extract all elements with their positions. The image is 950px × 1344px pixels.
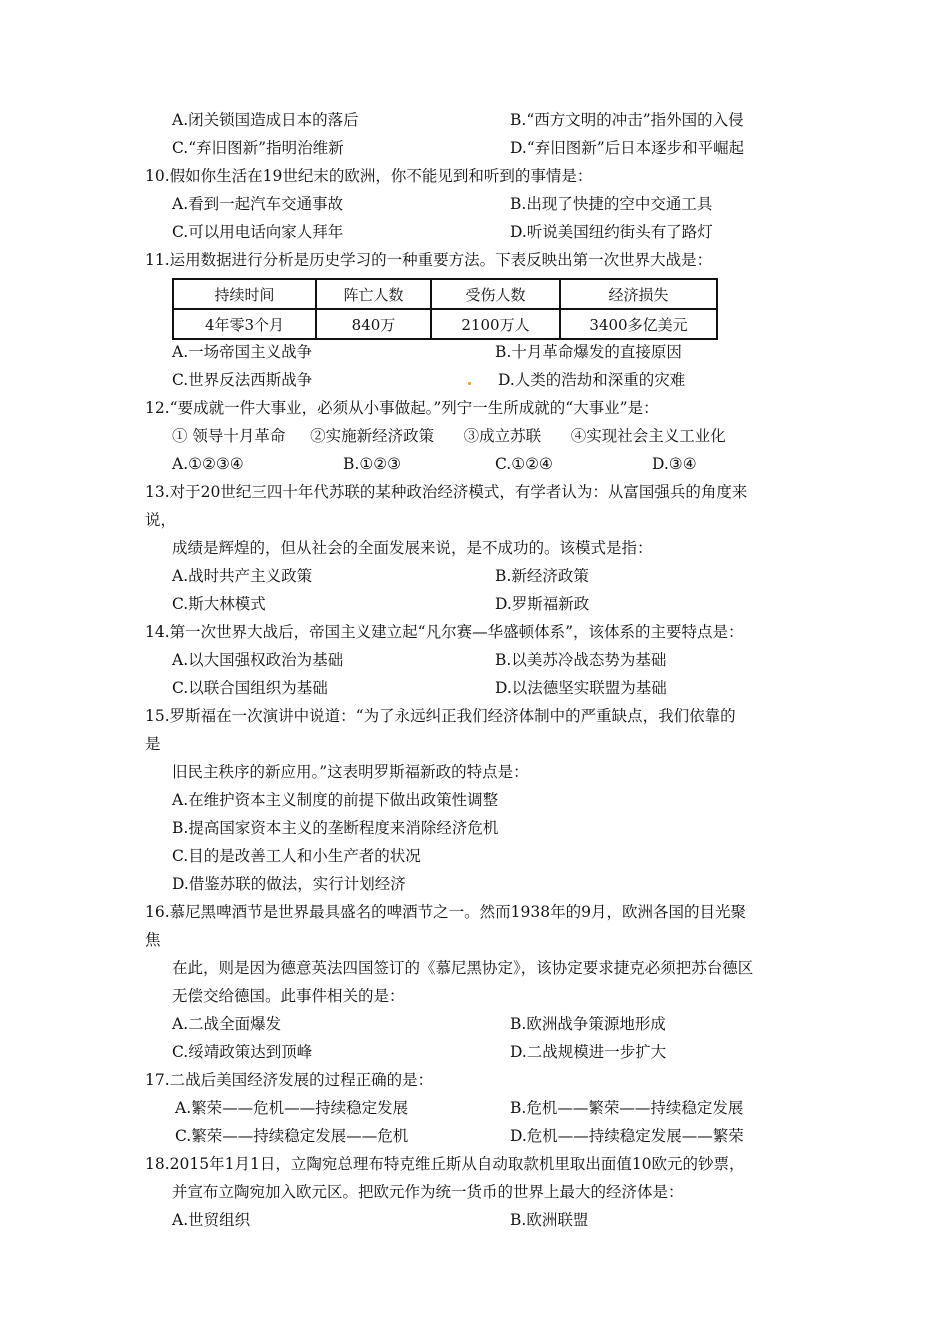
q18-stem-line-1: 18.2015年1月1日，立陶宛总理布特克维丘斯从自动取款机里取出面值10欧元的钞票， <box>145 1155 745 1173</box>
q9-option-a: A.闭关锁国造成日本的落后 <box>172 111 359 129</box>
q9-option-c: C.“弃旧图新”指明治维新 <box>172 139 344 157</box>
q17-option-d: D.危机——持续稳定发展——繁荣 <box>510 1127 744 1145</box>
q17-option-b: B.危机——繁荣——持续稳定发展 <box>510 1099 744 1117</box>
q15-option-b: B.提高国家资本主义的垄断程度来消除经济危机 <box>172 819 499 837</box>
q16-option-d: D.二战规模进一步扩大 <box>510 1043 667 1061</box>
q12-option-c: C.①②④ <box>495 455 553 473</box>
q12-items: ① 领导十月革命 ②实施新经济政策 ③成立苏联 ④实现社会主义工业化 <box>172 427 726 445</box>
table-row <box>173 309 717 339</box>
table-header-cell: 阵亡人数 <box>316 279 431 309</box>
q18-stem-line-2: 并宣布立陶宛加入欧元区。把欧元作为统一货币的世界上最大的经济体是： <box>172 1183 684 1201</box>
q13-option-c: C.斯大林模式 <box>172 595 266 613</box>
table-cell: 4年零3个月 <box>173 309 316 339</box>
q16-stem-line-2: 焦 <box>145 931 161 949</box>
q17-stem: 17.二战后美国经济发展的过程正确的是： <box>145 1071 434 1089</box>
q13-stem-line-2: 说， <box>145 511 177 529</box>
q10-stem: 10.假如你生活在19世纪末的欧洲，你不能见到和听到的事情是： <box>145 167 593 185</box>
q18-option-b: B.欧洲联盟 <box>510 1211 589 1229</box>
table-header-cell: 受伤人数 <box>431 279 560 309</box>
q16-stem-line-1: 16.慕尼黑啤酒节是世界最具盛名的啤酒节之一。然而1938年的9月，欧洲各国的目光聚 <box>145 903 746 921</box>
q9-option-d: D.“弃旧图新”后日本逐步和平崛起 <box>510 139 745 157</box>
q11-stem: 11.运用数据进行分析是历史学习的一种重要方法。下表反映出第一次世界大战是： <box>145 251 713 269</box>
q13-option-b: B.新经济政策 <box>495 567 589 585</box>
q15-option-d: D.借鉴苏联的做法，实行计划经济 <box>172 875 406 893</box>
q14-option-d: D.以法德坚实联盟为基础 <box>495 679 667 697</box>
q10-option-c: C.可以用电话向家人拜年 <box>172 223 344 241</box>
q15-stem-line-3: 旧民主秩序的新应用。”这表明罗斯福新政的特点是： <box>172 763 529 781</box>
q16-stem-line-3: 在此，则是因为德意英法四国签订的《慕尼黑协定》，该协定要求捷克必须把苏台德区 <box>172 959 754 977</box>
q9-option-b: B.“西方文明的冲击”指外国的入侵 <box>510 111 744 129</box>
q17-option-c: C.繁荣——持续稳定发展——危机 <box>175 1127 409 1145</box>
q16-option-a: A.二战全面爆发 <box>172 1015 282 1033</box>
q16-option-c: C.绥靖政策达到顶峰 <box>172 1043 313 1061</box>
q10-option-d: D.听说美国纽约街头有了路灯 <box>510 223 713 241</box>
q11-option-b: B.十月革命爆发的直接原因 <box>495 343 682 361</box>
q10-option-b: B.出现了快捷的空中交通工具 <box>510 195 713 213</box>
q12-stem: 12.“要成就一件大事业，必须从小事做起。”列宁一生所成就的“大事业”是： <box>145 399 659 417</box>
q12-option-b: B.①②③ <box>343 455 402 473</box>
table-header-cell: 持续时间 <box>173 279 316 309</box>
q17-option-a: A.繁荣——危机——持续稳定发展 <box>175 1099 409 1117</box>
stray-dot <box>468 382 471 385</box>
q14-option-a: A.以大国强权政治为基础 <box>172 651 344 669</box>
q15-stem-line-2: 是 <box>145 735 161 753</box>
q13-option-a: A.战时共产主义政策 <box>172 567 313 585</box>
q11-data-table <box>172 278 718 340</box>
q15-option-a: A.在维护资本主义制度的前提下做出政策性调整 <box>172 791 499 809</box>
q13-stem-line-3: 成绩是辉煌的，但从社会的全面发展来说，是不成功的。该模式是指： <box>172 539 653 557</box>
q11-option-d: D.人类的浩劫和深重的灾难 <box>498 371 686 389</box>
q12-option-d: D.③④ <box>652 455 697 473</box>
q13-option-d: D.罗斯福新政 <box>495 595 590 613</box>
table-header-row <box>173 279 717 309</box>
q13-stem-line-1: 13.对于20世纪三四十年代苏联的某种政治经济模式，有学者认为：从富国强兵的角度来 <box>145 483 748 501</box>
q14-option-c: C.以联合国组织为基础 <box>172 679 328 697</box>
q10-option-a: A.看到一起汽车交通事故 <box>172 195 344 213</box>
q15-option-c: C.目的是改善工人和小生产者的状况 <box>172 847 421 865</box>
table-cell: 2100万人 <box>431 309 560 339</box>
q11-option-c: C.世界反法西斯战争 <box>172 371 313 389</box>
q14-stem: 14.第一次世界大战后，帝国主义建立起“凡尔赛—华盛顿体系”，该体系的主要特点是： <box>145 623 744 641</box>
q15-stem-line-1: 15.罗斯福在一次演讲中说道：“为了永远纠正我们经济体制中的严重缺点，我们依靠的 <box>145 707 736 725</box>
table-cell: 3400多亿美元 <box>560 309 717 339</box>
table-cell: 840万 <box>316 309 431 339</box>
table-header-cell: 经济损失 <box>560 279 717 309</box>
q16-option-b: B.欧洲战争策源地形成 <box>510 1015 666 1033</box>
q18-option-a: A.世贸组织 <box>172 1211 251 1229</box>
q11-option-a: A.一场帝国主义战争 <box>172 343 313 361</box>
q12-option-a: A.①②③④ <box>172 455 244 473</box>
q16-stem-line-4: 无偿交给德国。此事件相关的是： <box>172 987 405 1005</box>
q14-option-b: B.以美苏冷战态势为基础 <box>495 651 667 669</box>
